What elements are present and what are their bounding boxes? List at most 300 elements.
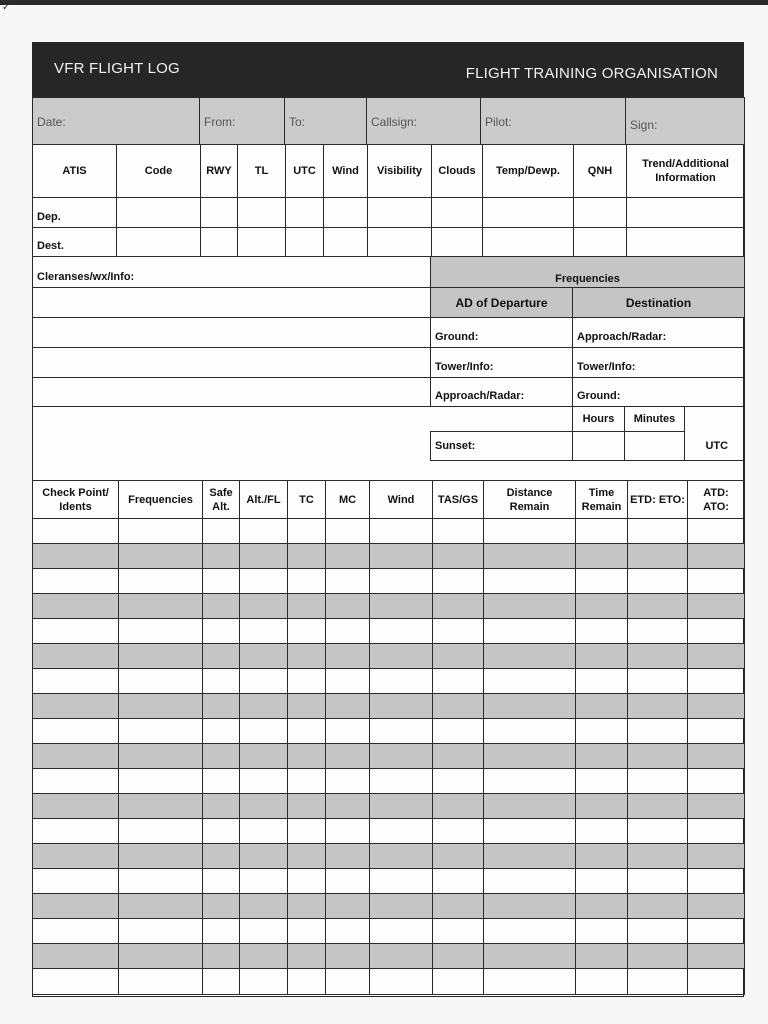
log-cell[interactable] (576, 519, 628, 544)
log-cell[interactable] (119, 894, 203, 919)
log-cell[interactable] (370, 794, 433, 819)
log-cell[interactable] (688, 794, 745, 819)
log-cell[interactable] (433, 794, 484, 819)
log-cell[interactable] (33, 544, 119, 569)
log-cell[interactable] (203, 744, 240, 769)
log-cell[interactable] (628, 744, 688, 769)
destination-title: Destination (573, 288, 745, 318)
pilot-field[interactable]: Pilot: (481, 98, 626, 145)
log-row (33, 794, 745, 819)
log-cell[interactable] (119, 944, 203, 969)
log-cell[interactable] (33, 644, 119, 669)
log-cell[interactable] (370, 944, 433, 969)
atis-header-utc: UTC (286, 145, 324, 198)
log-cell[interactable] (576, 694, 628, 719)
atis-cell[interactable] (117, 198, 201, 228)
log-cell[interactable] (33, 569, 119, 594)
log-cell[interactable] (433, 519, 484, 544)
log-cell[interactable] (119, 544, 203, 569)
log-cell[interactable] (203, 619, 240, 644)
log-cell[interactable] (240, 694, 288, 719)
log-cell[interactable] (288, 969, 326, 995)
log-cell[interactable] (119, 619, 203, 644)
log-cell[interactable] (484, 519, 576, 544)
log-row (33, 719, 745, 744)
log-cell[interactable] (119, 969, 203, 995)
log-cell[interactable] (433, 969, 484, 995)
log-cell[interactable] (688, 919, 745, 944)
sunset-hours-header: Hours (573, 407, 625, 432)
log-cell[interactable] (326, 619, 370, 644)
log-cell[interactable] (326, 519, 370, 544)
log-cell[interactable] (484, 569, 576, 594)
log-header-row (33, 481, 745, 519)
log-cell[interactable] (288, 644, 326, 669)
callsign-field[interactable]: Callsign: (367, 98, 481, 145)
log-cell[interactable] (326, 744, 370, 769)
log-cell[interactable] (119, 919, 203, 944)
from-field[interactable]: From: (200, 98, 285, 145)
sign-field[interactable]: Sign: (626, 98, 745, 145)
log-cell[interactable] (240, 944, 288, 969)
log-cell[interactable] (119, 719, 203, 744)
log-cell[interactable] (628, 819, 688, 844)
sunset-blank (685, 407, 745, 432)
log-cell[interactable] (288, 794, 326, 819)
log-cell[interactable] (484, 644, 576, 669)
log-cell[interactable] (203, 794, 240, 819)
log-cell[interactable] (628, 869, 688, 894)
log-cell[interactable] (433, 544, 484, 569)
log-cell[interactable] (576, 594, 628, 619)
log-cell[interactable] (370, 669, 433, 694)
log-cell[interactable] (326, 644, 370, 669)
log-cell[interactable] (433, 694, 484, 719)
log-cell[interactable] (119, 669, 203, 694)
log-cell[interactable] (576, 944, 628, 969)
destination-tower-info[interactable]: Tower/Info: (573, 348, 745, 378)
log-cell[interactable] (33, 844, 119, 869)
log-cell[interactable] (240, 844, 288, 869)
atis-cell[interactable] (201, 198, 238, 228)
log-cell[interactable] (484, 719, 576, 744)
log-cell[interactable] (576, 769, 628, 794)
log-cell[interactable] (484, 744, 576, 769)
log-cell[interactable] (576, 919, 628, 944)
log-cell[interactable] (688, 594, 745, 619)
log-cell[interactable] (370, 619, 433, 644)
log-cell[interactable] (326, 819, 370, 844)
departure-title: AD of Departure (431, 288, 573, 318)
atis-cell[interactable] (432, 228, 483, 257)
log-cell[interactable] (119, 744, 203, 769)
log-cell[interactable] (688, 894, 745, 919)
log-cell[interactable] (240, 744, 288, 769)
log-cell[interactable] (628, 769, 688, 794)
log-cell[interactable] (203, 719, 240, 744)
log-cell[interactable] (688, 819, 745, 844)
log-cell[interactable] (433, 594, 484, 619)
atis-header-clouds: Clouds (432, 145, 483, 198)
log-cell[interactable] (484, 544, 576, 569)
log-cell[interactable] (203, 569, 240, 594)
log-cell[interactable] (576, 619, 628, 644)
log-cell[interactable] (688, 719, 745, 744)
log-cell[interactable] (33, 694, 119, 719)
log-cell[interactable] (576, 844, 628, 869)
log-cell[interactable] (33, 894, 119, 919)
log-cell[interactable] (288, 819, 326, 844)
log-cell[interactable] (203, 519, 240, 544)
log-cell[interactable] (203, 819, 240, 844)
log-cell[interactable] (370, 594, 433, 619)
log-cell[interactable] (240, 919, 288, 944)
log-cell[interactable] (484, 844, 576, 869)
log-cell[interactable] (433, 869, 484, 894)
log-cell[interactable] (370, 744, 433, 769)
log-cell[interactable] (326, 844, 370, 869)
log-cell[interactable] (484, 894, 576, 919)
log-cell[interactable] (288, 519, 326, 544)
date-field[interactable]: Date: (33, 98, 200, 145)
departure-approach-radar[interactable]: Approach/Radar: (431, 378, 573, 407)
log-header-frequencies: Frequencies (119, 481, 203, 519)
log-cell[interactable] (688, 844, 745, 869)
log-cell[interactable] (688, 769, 745, 794)
log-cell[interactable] (33, 619, 119, 644)
log-cell[interactable] (370, 769, 433, 794)
log-cell[interactable] (688, 644, 745, 669)
log-row (33, 644, 745, 669)
log-cell[interactable] (240, 819, 288, 844)
log-cell[interactable] (33, 944, 119, 969)
log-cell[interactable] (33, 919, 119, 944)
log-cell[interactable] (33, 519, 119, 544)
atis-cell[interactable] (627, 198, 745, 228)
log-cell[interactable] (576, 969, 628, 995)
log-cell[interactable] (326, 544, 370, 569)
log-header-mc: MC (326, 481, 370, 519)
log-cell[interactable] (288, 544, 326, 569)
log-cell[interactable] (33, 794, 119, 819)
log-cell[interactable] (628, 544, 688, 569)
log-cell[interactable] (203, 869, 240, 894)
log-cell[interactable] (688, 569, 745, 594)
log-cell[interactable] (688, 544, 745, 569)
atis-row-label-dep: Dep. (33, 198, 117, 228)
log-cell[interactable] (628, 794, 688, 819)
log-cell[interactable] (119, 794, 203, 819)
log-cell[interactable] (576, 819, 628, 844)
log-cell[interactable] (240, 569, 288, 594)
log-cell[interactable] (484, 619, 576, 644)
atis-cell[interactable] (238, 198, 286, 228)
log-cell[interactable] (370, 869, 433, 894)
log-cell[interactable] (628, 969, 688, 995)
organisation-name: FLIGHT TRAINING ORGANISATION (465, 65, 718, 82)
log-cell[interactable] (688, 869, 745, 894)
atis-header-row (33, 145, 745, 198)
log-cell[interactable] (433, 769, 484, 794)
atis-cell[interactable] (627, 228, 745, 257)
clearances-line[interactable] (33, 318, 431, 348)
log-cell[interactable] (370, 644, 433, 669)
log-cell[interactable] (688, 969, 745, 995)
notes-area[interactable] (33, 407, 573, 432)
log-cell[interactable] (288, 619, 326, 644)
log-cell[interactable] (433, 744, 484, 769)
log-cell[interactable] (370, 844, 433, 869)
log-cell[interactable] (628, 669, 688, 694)
log-cell[interactable] (203, 969, 240, 995)
log-cell[interactable] (203, 844, 240, 869)
log-cell[interactable] (288, 844, 326, 869)
sunset-label: Sunset: (431, 432, 573, 461)
departure-tower-info[interactable]: Tower/Info: (431, 348, 573, 378)
clearances-line[interactable] (33, 378, 431, 407)
log-cell[interactable] (203, 894, 240, 919)
log-cell[interactable] (576, 544, 628, 569)
log-cell[interactable] (326, 919, 370, 944)
log-cell[interactable] (240, 544, 288, 569)
log-cell[interactable] (628, 644, 688, 669)
log-cell[interactable] (288, 869, 326, 894)
log-cell[interactable] (433, 944, 484, 969)
log-cell[interactable] (370, 694, 433, 719)
log-cell[interactable] (370, 819, 433, 844)
log-cell[interactable] (628, 844, 688, 869)
log-cell[interactable] (370, 519, 433, 544)
log-cell[interactable] (33, 594, 119, 619)
log-header-atd-ato: ATD: ATO: (688, 481, 745, 519)
log-cell[interactable] (288, 669, 326, 694)
log-cell[interactable] (240, 669, 288, 694)
clearances-line[interactable] (33, 348, 431, 378)
log-cell[interactable] (33, 769, 119, 794)
log-cell[interactable] (688, 694, 745, 719)
atis-cell[interactable] (238, 228, 286, 257)
log-cell[interactable] (484, 594, 576, 619)
log-cell[interactable] (576, 719, 628, 744)
log-cell[interactable] (628, 594, 688, 619)
log-cell[interactable] (688, 744, 745, 769)
log-cell[interactable] (203, 694, 240, 719)
log-cell[interactable] (326, 769, 370, 794)
log-cell[interactable] (33, 819, 119, 844)
log-cell[interactable] (240, 519, 288, 544)
log-cell[interactable] (433, 569, 484, 594)
log-cell[interactable] (288, 569, 326, 594)
log-cell[interactable] (326, 569, 370, 594)
top-edge-band (0, 0, 768, 5)
log-cell[interactable] (628, 894, 688, 919)
log-title: VFR FLIGHT LOG (54, 60, 180, 77)
log-cell[interactable] (326, 594, 370, 619)
log-cell[interactable] (370, 919, 433, 944)
log-cell[interactable] (119, 594, 203, 619)
frequencies-title: Frequencies (431, 257, 745, 288)
log-cell[interactable] (576, 569, 628, 594)
log-cell[interactable] (33, 969, 119, 995)
log-cell[interactable] (288, 919, 326, 944)
log-cell[interactable] (433, 844, 484, 869)
log-cell[interactable] (288, 944, 326, 969)
log-cell[interactable] (370, 719, 433, 744)
atis-dep-row (33, 198, 745, 228)
atis-cell[interactable] (286, 198, 324, 228)
log-cell[interactable] (326, 794, 370, 819)
log-cell[interactable] (33, 719, 119, 744)
log-cell[interactable] (484, 669, 576, 694)
atis-cell[interactable] (574, 198, 627, 228)
log-cell[interactable] (433, 819, 484, 844)
log-cell[interactable] (688, 944, 745, 969)
atis-cell[interactable] (574, 228, 627, 257)
log-cell[interactable] (484, 769, 576, 794)
log-cell[interactable] (688, 519, 745, 544)
log-cell[interactable] (628, 569, 688, 594)
log-cell[interactable] (119, 769, 203, 794)
sunset-hours-value[interactable] (573, 432, 625, 461)
log-cell[interactable] (203, 544, 240, 569)
sunset-utc: UTC (685, 432, 745, 461)
log-cell[interactable] (326, 669, 370, 694)
log-cell[interactable] (33, 669, 119, 694)
log-cell[interactable] (288, 769, 326, 794)
log-row (33, 944, 745, 969)
log-cell[interactable] (433, 644, 484, 669)
notes-area[interactable] (33, 432, 431, 461)
atis-cell[interactable] (201, 228, 238, 257)
to-field[interactable]: To: (285, 98, 367, 145)
log-cell[interactable] (288, 594, 326, 619)
atis-cell[interactable] (368, 228, 432, 257)
log-cell[interactable] (576, 744, 628, 769)
log-cell[interactable] (119, 819, 203, 844)
atis-cell[interactable] (324, 228, 368, 257)
atis-header-atis: ATIS (33, 145, 117, 198)
log-cell[interactable] (628, 619, 688, 644)
navigation-log-table (32, 480, 745, 995)
departure-ground[interactable]: Ground: (431, 318, 573, 348)
log-cell[interactable] (240, 719, 288, 744)
atis-cell[interactable] (117, 228, 201, 257)
log-cell[interactable] (484, 919, 576, 944)
log-cell[interactable] (433, 894, 484, 919)
log-cell[interactable] (203, 594, 240, 619)
log-cell[interactable] (628, 919, 688, 944)
log-cell[interactable] (240, 969, 288, 995)
log-cell[interactable] (688, 619, 745, 644)
log-cell[interactable] (240, 794, 288, 819)
log-cell[interactable] (576, 644, 628, 669)
log-cell[interactable] (326, 694, 370, 719)
log-cell[interactable] (370, 544, 433, 569)
log-cell[interactable] (203, 919, 240, 944)
atis-cell[interactable] (432, 198, 483, 228)
log-cell[interactable] (240, 869, 288, 894)
atis-cell[interactable] (368, 198, 432, 228)
log-cell[interactable] (288, 719, 326, 744)
log-cell[interactable] (326, 944, 370, 969)
log-cell[interactable] (240, 644, 288, 669)
log-row (33, 569, 745, 594)
sunset-minutes-value[interactable] (625, 432, 685, 461)
log-cell[interactable] (576, 894, 628, 919)
log-cell[interactable] (203, 644, 240, 669)
log-cell[interactable] (119, 844, 203, 869)
atis-header-wind: Wind (324, 145, 368, 198)
log-cell[interactable] (688, 669, 745, 694)
log-cell[interactable] (433, 669, 484, 694)
log-cell[interactable] (33, 869, 119, 894)
atis-cell[interactable] (324, 198, 368, 228)
log-header-tc: TC (288, 481, 326, 519)
log-cell[interactable] (240, 619, 288, 644)
log-cell[interactable] (370, 569, 433, 594)
log-cell[interactable] (628, 944, 688, 969)
atis-cell[interactable] (286, 228, 324, 257)
destination-ground[interactable]: Ground: (573, 378, 745, 407)
atis-cell[interactable] (483, 228, 574, 257)
log-cell[interactable] (370, 894, 433, 919)
log-cell[interactable] (576, 794, 628, 819)
log-cell[interactable] (484, 694, 576, 719)
log-cell[interactable] (240, 894, 288, 919)
log-cell[interactable] (484, 794, 576, 819)
destination-approach-radar[interactable]: Approach/Radar: (573, 318, 745, 348)
log-cell[interactable] (203, 669, 240, 694)
log-cell[interactable] (484, 869, 576, 894)
log-cell[interactable] (288, 744, 326, 769)
log-cell[interactable] (288, 894, 326, 919)
log-cell[interactable] (326, 869, 370, 894)
log-cell[interactable] (119, 694, 203, 719)
atis-dest-row (33, 228, 745, 257)
log-cell[interactable] (370, 969, 433, 995)
log-cell[interactable] (484, 819, 576, 844)
log-cell[interactable] (203, 944, 240, 969)
log-cell[interactable] (576, 869, 628, 894)
log-cell[interactable] (119, 569, 203, 594)
log-cell[interactable] (326, 969, 370, 995)
log-cell[interactable] (433, 919, 484, 944)
log-cell[interactable] (240, 769, 288, 794)
log-cell[interactable] (33, 744, 119, 769)
log-cell[interactable] (288, 694, 326, 719)
log-cell[interactable] (119, 869, 203, 894)
log-cell[interactable] (484, 944, 576, 969)
atis-cell[interactable] (483, 198, 574, 228)
log-cell[interactable] (433, 619, 484, 644)
log-cell[interactable] (628, 694, 688, 719)
log-cell[interactable] (119, 644, 203, 669)
log-cell[interactable] (628, 719, 688, 744)
log-cell[interactable] (326, 894, 370, 919)
atis-header-tl: TL (238, 145, 286, 198)
log-cell[interactable] (119, 519, 203, 544)
log-cell[interactable] (628, 519, 688, 544)
section-spacer (33, 461, 745, 481)
log-cell[interactable] (484, 969, 576, 995)
log-cell[interactable] (240, 594, 288, 619)
log-cell[interactable] (203, 769, 240, 794)
clearances-line[interactable] (33, 288, 431, 318)
log-cell[interactable] (326, 719, 370, 744)
log-cell[interactable] (576, 669, 628, 694)
atis-header-code: Code (117, 145, 201, 198)
log-cell[interactable] (433, 719, 484, 744)
